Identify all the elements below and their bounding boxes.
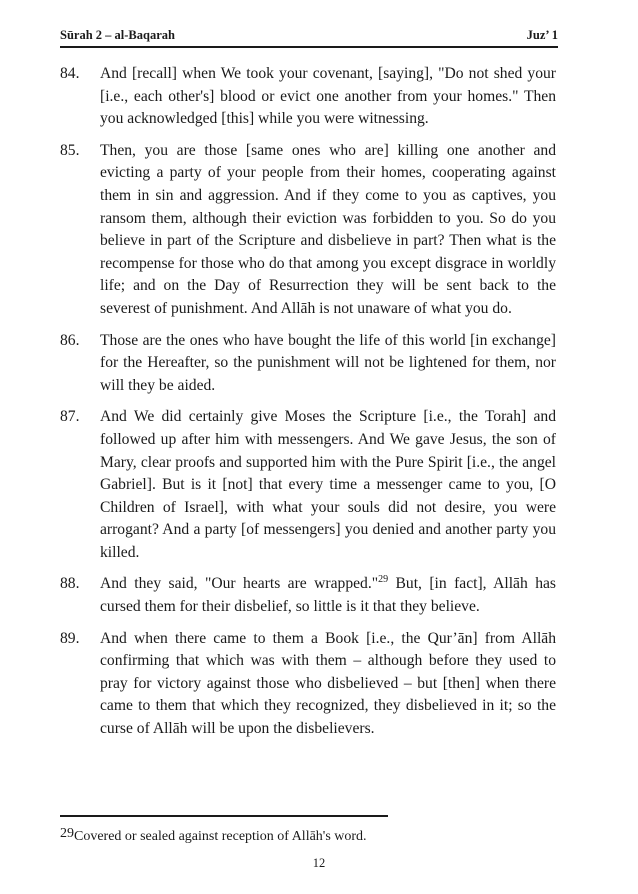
header-surah-title: Sūrah 2 – al-Baqarah <box>60 28 175 42</box>
verse-number: 89. <box>60 629 80 647</box>
verse-text: And [recall] when We took your covenant, [saying], "Do not shed your [i.e., each other's] blood or evict one another from your homes." Then you acknowledged [this] while you were witnessing. <box>100 65 556 128</box>
verse-number: 85. <box>60 141 80 159</box>
verse-text: And We did certainly give Moses the Scripture [i.e., the Torah] and followed up after him with messengers. And We gave Jesus, the son of Mary, clear proofs and supported him with the Pure Spirit [i.e., the angel Gabriel]. But is it [not] that every time a messenger came to you, [O Children of Israel], with what your souls did not desire, you were arrogant? And a party [of messengers] you denied and another party you killed. <box>100 408 556 561</box>
verse-item <box>60 330 556 398</box>
verse-number: 84. <box>60 65 80 82</box>
verse-text-part: But, [in fact], Allāh has cursed them for their disbelief, so little is it that they believe. <box>100 575 556 616</box>
verse-number: 88. <box>60 575 80 593</box>
verse-item <box>60 140 556 321</box>
verse-text: Those are the ones who have bought the life of this world [in exchange] for the Hereafter, so the punishment will not be lightened for them, nor will they be aided. <box>100 331 556 394</box>
verse-item <box>60 63 556 131</box>
verse-text <box>100 573 556 618</box>
verse-number: 86. <box>60 331 80 349</box>
footnote-number: 29 <box>60 826 74 841</box>
verse-list <box>60 63 556 750</box>
page-number: 12 <box>312 856 326 870</box>
verse-item <box>60 628 556 741</box>
running-header <box>60 28 558 43</box>
header-rule <box>60 46 558 48</box>
footnote-rule <box>60 815 388 817</box>
verse-text: And when there came to them a Book [i.e., the Qur’ān] from Allāh confirming that which was with them – although before they used to pray for victory against those who disbelieved – but [then] when there came to them that which they recognized, they disbelieved in it; so the curse of Allāh will be upon the disbelievers. <box>100 629 556 738</box>
verse-number: 87. <box>60 408 80 426</box>
footnote-text: Covered or sealed against reception of Allāh's word. <box>74 829 367 844</box>
verse-item <box>60 406 556 564</box>
footnote <box>60 826 560 845</box>
verse-text-part: And they said, "Our hearts are wrapped." <box>100 575 379 593</box>
verse-text: Then, you are those [same ones who are] killing one another and evicting a party of your people from their homes, cooperating against them in sin and aggression. And if they come to you as captives, you ransom them, although their eviction was forbidden to you. So do you believe in part of the Scripture and disbelieve in part? Then what is the recompense for those who do that among you except disgrace in worldly life; and on the Day of Resurrection they will be sent back to the severest of punishment. And Allāh is not unaware of what you do. <box>100 141 556 317</box>
footnote-reference[interactable]: 29 <box>378 574 389 586</box>
verse-item <box>60 573 556 618</box>
header-juz-label: Juz’ 1 <box>526 28 558 42</box>
